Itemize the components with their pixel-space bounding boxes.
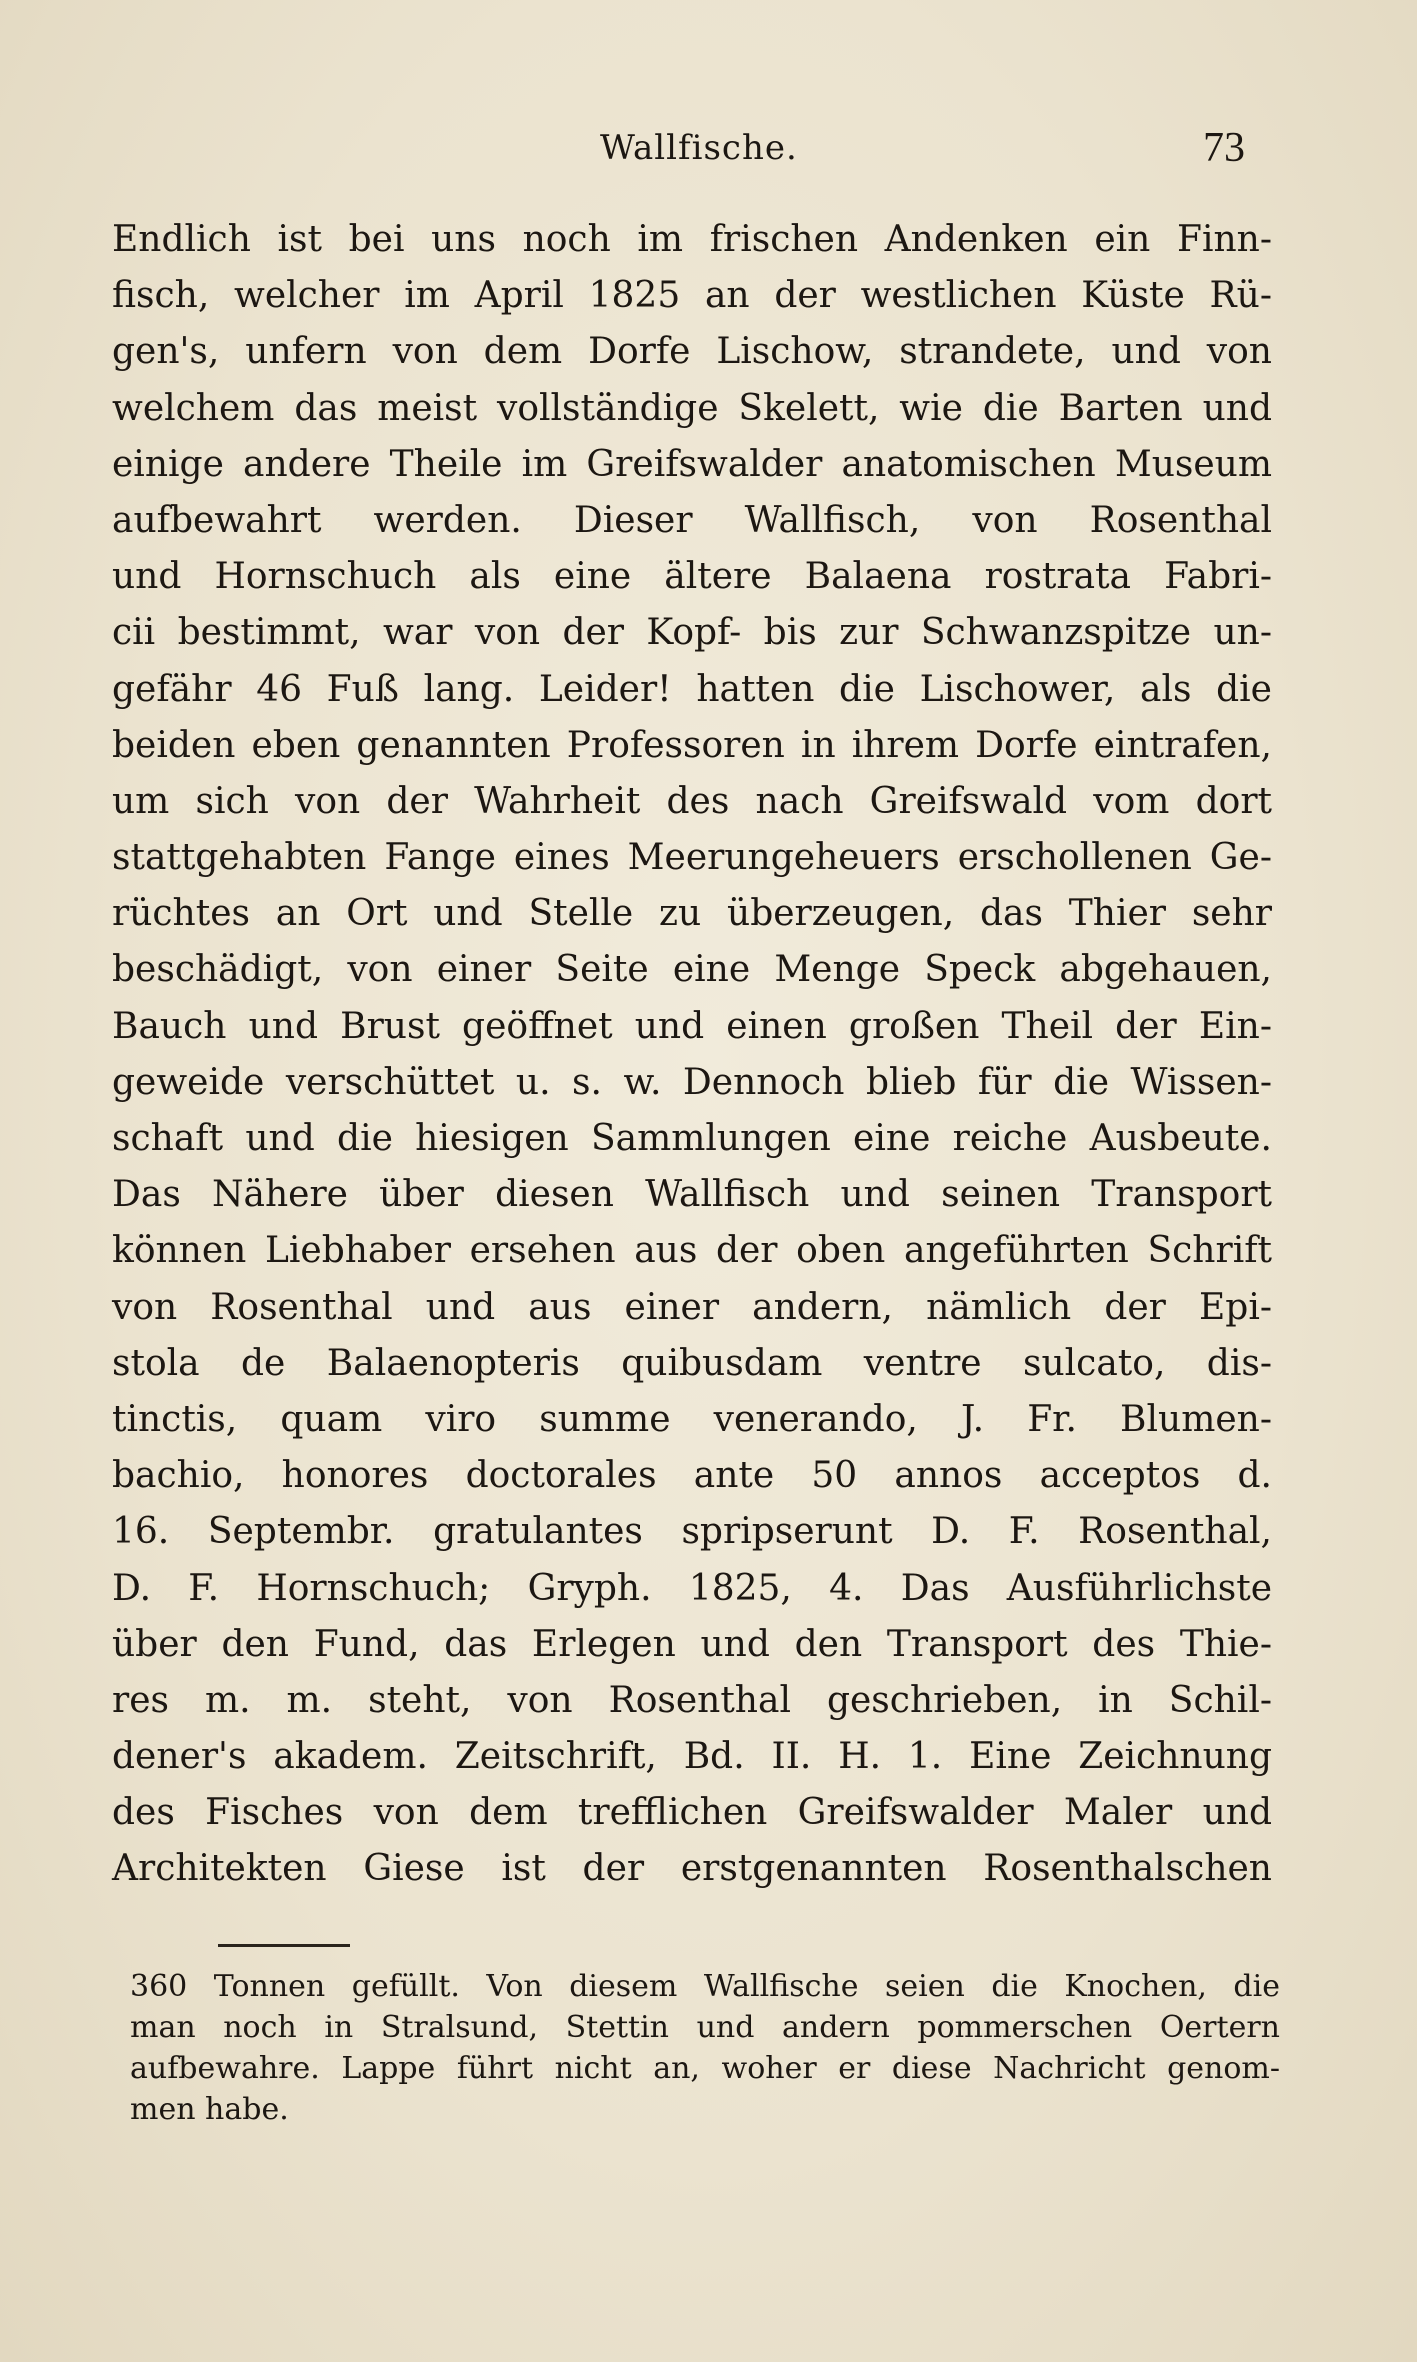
text-line: aufbewahrt werden. Dieser Wallfisch, von Rosenthal xyxy=(112,499,1272,541)
text-line: um sich von der Wahrheit des nach Greifswald vom dort xyxy=(112,780,1272,822)
footnote xyxy=(130,1966,1280,2130)
text-line: geweide verschüttet u. s. w. Dennoch blieb für die Wissen- xyxy=(112,1061,1272,1103)
text-line: beiden eben genannten Professoren in ihrem Dorfe eintrafen, xyxy=(112,724,1272,766)
text-line: schaft und die hiesigen Sammlungen eine reiche Ausbeute. xyxy=(112,1118,1272,1159)
text-line: stola de Balaenopteris quibusdam ventre sulcato, dis- xyxy=(112,1342,1272,1384)
text-line: Bauch und Brust geöffnet und einen großen Theil der Ein- xyxy=(112,1005,1272,1047)
footnote-divider xyxy=(218,1944,350,1947)
page-header xyxy=(0,125,1417,188)
text-line: beschädigt, von einer Seite eine Menge Speck abgehauen, xyxy=(112,949,1272,991)
text-line: 16. Septembr. gratulantes spripserunt D. F. Rosenthal, xyxy=(112,1511,1272,1553)
footnote-line: 360 Tonnen gefüllt. Von diesem Wallfische seien die Knochen, die xyxy=(130,1969,1280,2004)
text-line: Architekten Giese ist der erstgenannten Rosenthalschen xyxy=(112,1848,1272,1890)
text-line: und Hornschuch als eine ältere Balaena rostrata Fabri- xyxy=(112,556,1272,598)
text-line: stattgehabten Fange eines Meerungeheuers erschollenen Ge- xyxy=(112,837,1272,879)
text-line: fisch, welcher im April 1825 an der westlichen Küste Rü- xyxy=(112,275,1272,317)
text-line: über den Fund, das Erlegen und den Transport des Thie- xyxy=(112,1623,1272,1665)
text-line: einige andere Theile im Greifswalder anatomischen Museum xyxy=(112,443,1272,485)
text-line: des Fisches von dem trefflichen Greifswalder Maler und xyxy=(112,1792,1272,1834)
text-line: welchem das meist vollständige Skelett, wie die Barten und xyxy=(112,387,1272,429)
text-line: gefähr 46 Fuß lang. Leider! hatten die Lischower, als die xyxy=(112,668,1272,710)
text-line: Endlich ist bei uns noch im frischen Andenken ein Finn- xyxy=(112,219,1272,260)
running-title: Wallfische. xyxy=(600,128,798,168)
footnote-line: men habe. xyxy=(130,2092,289,2127)
page-number: 73 xyxy=(1203,125,1245,171)
text-line: res m. m. steht, von Rosenthal geschrieben, in Schil- xyxy=(112,1679,1272,1721)
footnote-line: man noch in Stralsund, Stettin und andern pommerschen Oertern xyxy=(130,2010,1280,2045)
text-line: Das Nähere über diesen Wallfisch und seinen Transport xyxy=(112,1174,1272,1216)
text-line: rüchtes an Ort und Stelle zu überzeugen, das Thier sehr xyxy=(112,893,1272,935)
text-line: von Rosenthal und aus einer andern, nämlich der Epi- xyxy=(112,1286,1272,1328)
text-line: bachio, honores doctorales ante 50 annos acceptos d. xyxy=(112,1455,1272,1497)
main-text xyxy=(112,212,1272,1898)
text-line: tinctis, quam viro summe venerando, J. Fr. Blumen- xyxy=(112,1398,1272,1440)
text-line: gen's, unfern von dem Dorfe Lischow, strandete, und von xyxy=(112,331,1272,373)
text-line: cii bestimmt, war von der Kopf- bis zur Schwanzspitze un- xyxy=(112,612,1272,654)
footnote-line: aufbewahre. Lappe führt nicht an, woher er diese Nachricht genom- xyxy=(130,2051,1280,2086)
text-line: können Liebhaber ersehen aus der oben angeführten Schrift xyxy=(112,1230,1272,1272)
text-line: D. F. Hornschuch; Gryph. 1825, 4. Das Ausführlichste xyxy=(112,1567,1272,1609)
text-line: dener's akadem. Zeitschrift, Bd. II. H. 1. Eine Zeichnung xyxy=(112,1736,1272,1778)
